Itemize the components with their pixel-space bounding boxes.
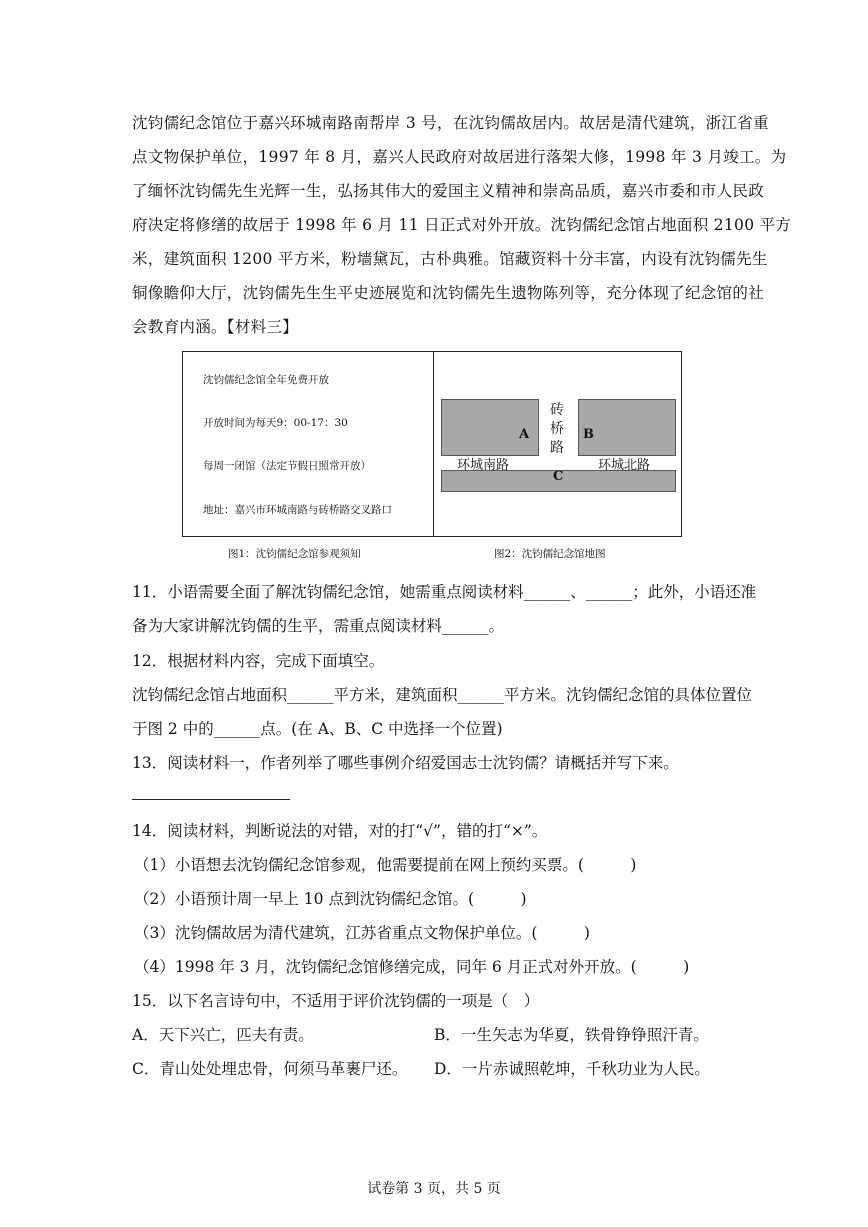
figure2-caption: 图2：沈钧儒纪念馆地图 (494, 548, 606, 560)
question-15-option-b: B．一生矢志为华夏，铁骨铮铮照汗青。 (434, 1026, 709, 1044)
question-13: 13．阅读材料一，作者列举了哪些事例介绍爱国志士沈钧儒？请概括并写下来。 (132, 754, 679, 772)
road-zhuanqiao (549, 401, 565, 458)
notice-line-hours: 开放时间为每天9：00-17：30 (203, 417, 348, 429)
question-14-title: 14．阅读材料，判断说法的对错，对的打“√”，错的打“×”。 (132, 822, 548, 840)
road-huancheng-south: 环城南路 (457, 458, 510, 473)
paragraph-line: 府决定将修缮的故居于 1998 年 6 月 11 日正式对外开放。沈钧儒纪念馆占地面积 2100 平方 (132, 216, 792, 234)
map-label-a: A (519, 427, 530, 442)
notice-line-free: 沈钧儒纪念馆全年免费开放 (203, 374, 329, 386)
question-15-option-a: A．天下兴亡，匹夫有责。 (132, 1026, 314, 1044)
question-11-line1: 11．小语需要全面了解沈钧儒纪念馆，她需重点阅读材料______、______；此外，小语还准 (132, 583, 757, 601)
question-12-line1: 沈钧儒纪念馆占地面积______平方米，建筑面积______平方米。沈钧儒纪念馆的具体位置位 (132, 686, 753, 704)
figure1-caption: 图1：沈钧儒纪念馆参观须知 (228, 548, 361, 560)
paragraph-line: 了缅怀沈钧儒先生光辉一生，弘扬其伟大的爱国主义精神和崇高品质，嘉兴市委和市人民政 (132, 182, 765, 200)
map-label-c: C (553, 469, 564, 484)
map-label-b: B (583, 427, 594, 442)
paragraph-line: 铜像瞻仰大厅，沈钧儒先生生平史迹展览和沈钧儒先生遗物陈列等，充分体现了纪念馆的社 (132, 284, 765, 302)
question-12-title: 12．根据材料内容，完成下面填空。 (132, 652, 385, 670)
material-figure (182, 351, 682, 537)
answer-line[interactable] (132, 799, 290, 800)
paragraph-line: 米，建筑面积 1200 平方米，粉墙黛瓦，古朴典雅。馆藏资料十分丰富，内设有沈钧儒先生 (132, 250, 768, 268)
road-char: 砖 (550, 402, 564, 418)
question-14-item: （2）小语预计周一早上 10 点到沈钧儒纪念馆。( ) (134, 890, 527, 908)
question-14-item: （3）沈钧儒故居为清代建筑，江苏省重点文物保护单位。( ) (134, 924, 590, 942)
question-11-line2: 备为大家讲解沈钧儒的生平，需重点阅读材料______。 (132, 617, 505, 635)
question-15-option-c: C．青山处处埋忠骨，何须马革裹尸还。 (132, 1060, 408, 1078)
question-14-item: （1）小语想去沈钧儒纪念馆参观，他需要提前在网上预约买票。( ) (134, 856, 637, 874)
paragraph-line: 点文物保护单位，1997 年 8 月，嘉兴人民政府对故居进行落架大修，1998 年 3 月竣工。为 (132, 148, 787, 166)
road-char: 路 (550, 440, 564, 456)
road-char: 桥 (550, 421, 564, 437)
paragraph-line: 沈钧儒纪念馆位于嘉兴环城南路南帮岸 3 号，在沈钧儒故居内。故居是清代建筑，浙江省重 (132, 114, 769, 132)
question-15-title: 15．以下名言诗句中，不适用于评价沈钧儒的一项是（ ） (132, 992, 540, 1010)
page-footer: 试卷第 3 页，共 5 页 (367, 1181, 501, 1197)
paragraph-line: 会教育内涵。【材料三】 (132, 318, 299, 336)
figure-divider (433, 352, 434, 536)
road-huancheng-north: 环城北路 (598, 458, 651, 473)
notice-line-closed: 每周一闭馆（法定节假日照常开放） (203, 460, 371, 472)
question-12-line2: 于图 2 中的______点。(在 A、B、C 中选择一个位置) (132, 720, 503, 738)
question-15-option-d: D．一片赤诚照乾坤，千秋功业为人民。 (434, 1060, 710, 1078)
notice-line-address: 地址：嘉兴市环城南路与砖桥路交叉路口 (203, 504, 392, 516)
question-14-item: （4）1998 年 3 月，沈钧儒纪念馆修缮完成，同年 6 月正式对外开放。( ) (134, 958, 690, 976)
